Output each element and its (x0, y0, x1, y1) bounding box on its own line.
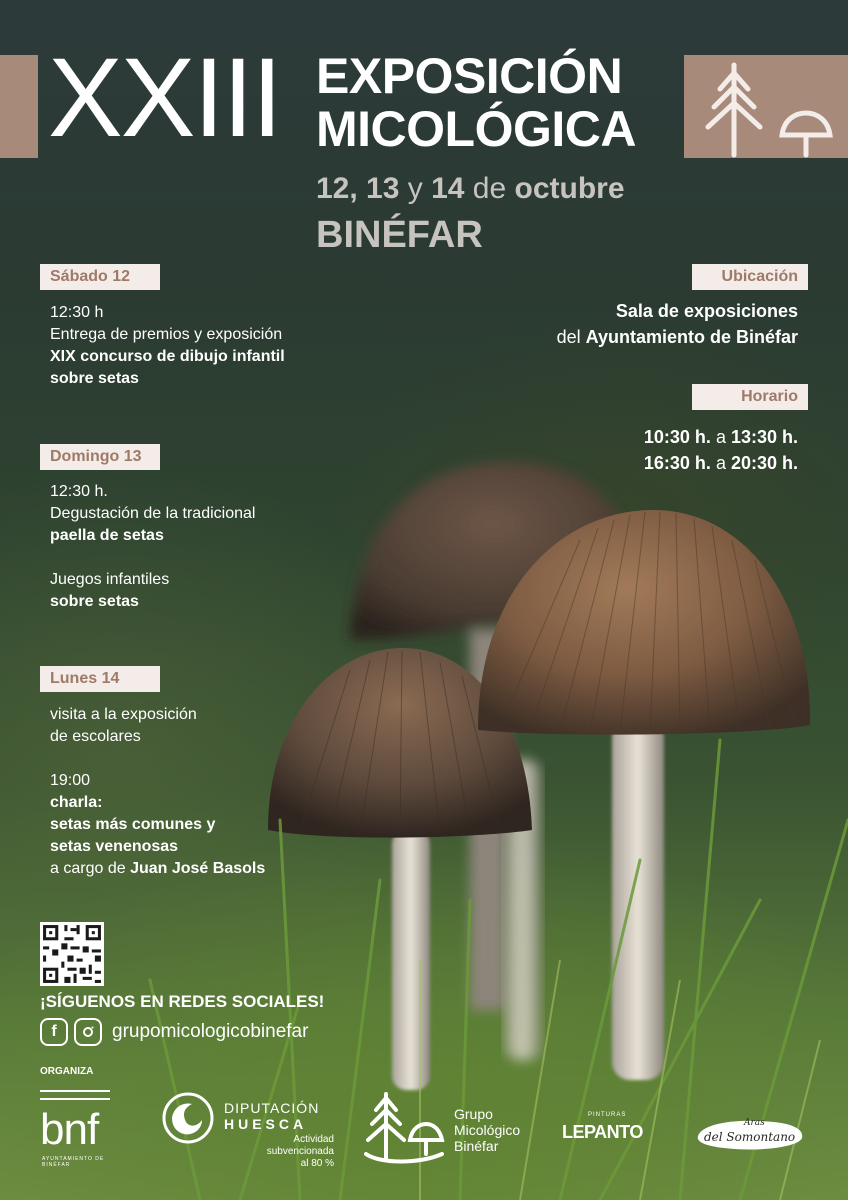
tag-schedule: Horario (692, 384, 808, 410)
grupo-micologico-logo (360, 1088, 560, 1168)
schedule-details (520, 424, 798, 476)
diputacion-emblem-icon (162, 1092, 214, 1144)
saturday-time: 12:30 h (50, 304, 104, 321)
sunday-details (50, 481, 255, 613)
lepanto-small: PINTURAS (588, 1112, 627, 1118)
sunday-time: 12:30 h. (50, 483, 108, 500)
aras-del-somontano-logo (694, 1114, 806, 1154)
sunday-line4: sobre setas (50, 593, 139, 610)
bnf-logo (40, 1090, 116, 1170)
monday-line4: setas más comunes y (50, 816, 216, 833)
sunday-line2: paella de setas (50, 527, 164, 544)
tag-monday: Lunes 14 (40, 666, 160, 692)
event-title-line2: MICOLÓGICA (316, 100, 636, 157)
aras-line2: del Somontano (704, 1130, 796, 1144)
tag-sunday: Domingo 13 (40, 444, 160, 470)
lepanto-wordmark: LEPANTO (562, 1122, 643, 1142)
tree-mushroom-icon (684, 55, 848, 158)
grupo-tree-mushroom-icon (360, 1088, 450, 1168)
qr-code[interactable] (40, 922, 104, 986)
monday-line5: setas venenosas (50, 838, 179, 855)
header-accent-band-left (0, 55, 38, 158)
facebook-icon[interactable]: f (40, 1018, 68, 1046)
saturday-line1: Entrega de premios y exposición (50, 326, 283, 343)
schedule-row1: 10:30 h. a 13:30 h. (643, 427, 798, 447)
aras-line1: Aras (744, 1118, 765, 1128)
location-details (420, 298, 798, 350)
social-row (40, 1018, 308, 1046)
header-accent-band-right (684, 55, 848, 158)
pinturas-lepanto-logo (562, 1112, 672, 1152)
monday-details (50, 704, 265, 880)
dph-name-line2: HUESCA (224, 1116, 308, 1132)
monday-line3: charla: (50, 794, 103, 811)
monday-time: 19:00 (50, 772, 91, 789)
monday-line1: visita a la exposición (50, 706, 197, 723)
saturday-details (50, 302, 285, 390)
schedule-row2: 16:30 h. a 20:30 h. (643, 453, 798, 473)
event-dates: 12, 13 y 14 de octubre (316, 172, 625, 205)
bnf-logo-subtitle: AYUNTAMIENTO DE BINÉFAR (42, 1156, 105, 1168)
event-title (316, 50, 636, 155)
edition-number: XXIII (48, 35, 281, 160)
location-line2: del Ayuntamiento de Binéfar (556, 327, 798, 347)
monday-line2: de escolares (50, 728, 141, 745)
tag-saturday: Sábado 12 (40, 264, 160, 290)
event-city: BINÉFAR (316, 214, 483, 256)
organiza-label: ORGANIZA (40, 1066, 94, 1077)
sunday-line3: Juegos infantiles (50, 571, 170, 588)
tag-location: Ubicación (692, 264, 808, 290)
location-line1: Sala de exposiciones (615, 301, 798, 321)
social-handle[interactable]: grupomicologicobinefar (112, 1021, 309, 1042)
event-title-line1: EXPOSICIÓN (316, 48, 623, 104)
bnf-logo-word: bnf (40, 1105, 99, 1154)
social-follow-heading: ¡SÍGUENOS EN REDES SOCIALES! (40, 992, 325, 1011)
saturday-line3: sobre setas (50, 370, 139, 387)
saturday-line2: XIX concurso de dibujo infantil (50, 348, 285, 365)
monday-line6: a cargo de Juan José Basols (50, 860, 266, 877)
diputacion-huesca-logo (160, 1088, 340, 1174)
dph-subsidy-note: Actividad subvencionada al 80 % (266, 1134, 334, 1169)
grupo-name: Grupo Micológico Binéfar (454, 1106, 521, 1154)
sunday-line1: Degustación de la tradicional (50, 505, 256, 522)
dph-name-line1: DIPUTACIÓN (224, 1100, 320, 1116)
instagram-icon[interactable] (74, 1018, 102, 1046)
